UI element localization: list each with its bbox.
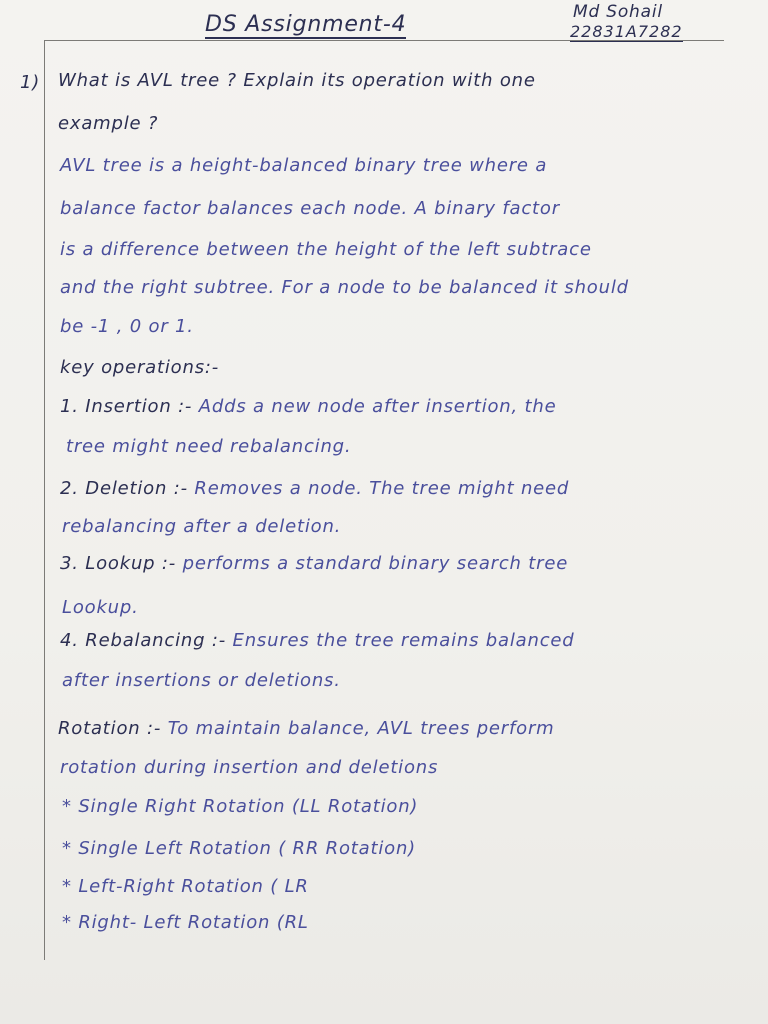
operation-label: 4. Rebalancing :-: [60, 630, 226, 651]
operation-item: [60, 553, 568, 574]
operation-item: [60, 478, 569, 499]
rotation-text: rotation during insertion and deletions: [60, 757, 439, 778]
rotation-label: Rotation :-: [58, 718, 162, 739]
operation-text: performs a standard binary search tree: [182, 553, 569, 574]
rotation-bullet: * Single Left Rotation ( RR Rotation): [62, 838, 416, 859]
question-line: What is AVL tree ? Explain its operation with one: [58, 70, 536, 91]
definition-line: AVL tree is a height-balanced binary tree where a: [60, 155, 548, 176]
question-number: 1): [20, 72, 41, 93]
operation-text: rebalancing after a deletion.: [62, 516, 342, 537]
operation-item: [60, 630, 575, 651]
operation-text: Removes a node. The tree might need: [194, 478, 570, 499]
operation-text: Lookup.: [62, 597, 139, 618]
definition-line: and the right subtree. For a node to be balanced it should: [60, 277, 629, 298]
page-title: DS Assignment-4: [205, 12, 407, 37]
operation-label: 3. Lookup :-: [60, 553, 177, 574]
question-line: example ?: [58, 113, 159, 134]
margin-rule-line: [44, 40, 45, 960]
definition-line: balance factor balances each node. A binary factor: [60, 198, 560, 219]
author-name: Md Sohail: [573, 2, 663, 22]
definition-line: is a difference between the height of the left subtrace: [60, 239, 592, 260]
operation-item: [60, 396, 557, 417]
rotation-text: To maintain balance, AVL trees perform: [167, 718, 555, 739]
roll-number: 22831A7282: [570, 22, 683, 41]
rotation-line: [58, 718, 554, 739]
rotation-bullet: * Single Right Rotation (LL Rotation): [62, 796, 419, 817]
operation-label: 1. Insertion :-: [60, 396, 193, 417]
operation-text: after insertions or deletions.: [62, 670, 341, 691]
operation-text: Ensures the tree remains balanced: [232, 630, 575, 651]
rotation-bullet: * Left-Right Rotation ( LR: [62, 876, 309, 897]
operation-text: tree might need rebalancing.: [66, 436, 352, 457]
operations-heading: key operations:-: [60, 357, 220, 378]
rotation-bullet: * Right- Left Rotation (RL: [62, 912, 309, 933]
operation-label: 2. Deletion :-: [60, 478, 188, 499]
operation-text: Adds a new node after insertion, the: [198, 396, 557, 417]
definition-line: be -1 , 0 or 1.: [60, 316, 194, 337]
